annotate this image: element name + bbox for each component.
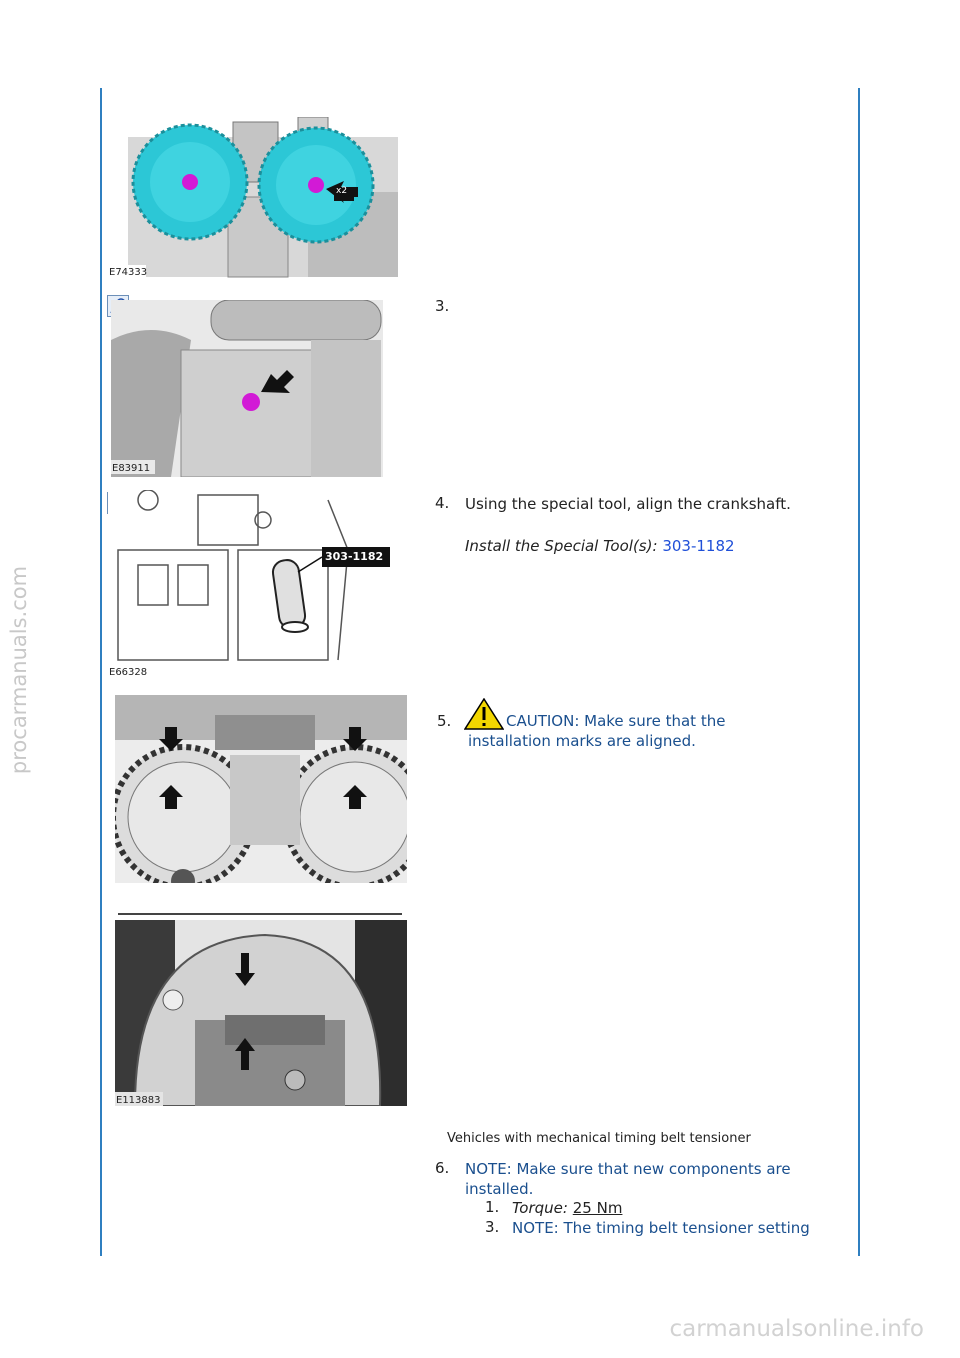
step-6-number: 6. xyxy=(435,1159,450,1177)
figure-timing-marks xyxy=(115,695,407,883)
figure-code: E74333 xyxy=(109,267,148,278)
install-tool-line xyxy=(465,536,735,556)
step-4-text: Using the special tool, align the crankshaft. xyxy=(465,495,791,513)
figure-code: E113883 xyxy=(116,1095,161,1106)
step-4-number: 4. xyxy=(435,494,450,512)
caution-line-1: CAUTION: Make sure that the xyxy=(506,712,726,730)
substep-3-note: NOTE: The timing belt tensioner setting xyxy=(512,1219,810,1237)
warning-icon xyxy=(464,698,504,734)
figure-code: E66328 xyxy=(109,667,148,678)
figure-code: E83911 xyxy=(112,463,151,474)
callout-label: x2 xyxy=(336,186,348,196)
torque-value: 25 Nm xyxy=(572,1199,623,1217)
side-watermark: procarmanuals.com xyxy=(7,565,31,775)
tool-callout-label: 303-1182 xyxy=(325,550,384,563)
figure-crankshaft-tool xyxy=(108,490,390,680)
figure-divider-line xyxy=(118,913,402,915)
step-3-number: 3. xyxy=(435,297,450,315)
caution-line-2: installation marks are aligned. xyxy=(468,732,696,750)
figure-camshaft-sprockets xyxy=(108,117,400,282)
substep-3-number: 3. xyxy=(485,1218,500,1236)
bottom-watermark: carmanualsonline.info xyxy=(669,1316,924,1342)
right-rule xyxy=(858,88,860,1256)
figure-engine-bolt xyxy=(111,300,383,477)
torque-label: Torque: xyxy=(512,1199,568,1217)
torque-line xyxy=(512,1198,622,1218)
left-rule xyxy=(100,88,102,1256)
substep-1-number: 1. xyxy=(485,1198,500,1216)
note-line-2: installed. xyxy=(465,1180,534,1198)
special-tool-link[interactable]: 303-1182 xyxy=(662,537,735,555)
install-label: Install the Special Tool(s): xyxy=(465,537,658,555)
section-heading: Vehicles with mechanical timing belt tensioner xyxy=(447,1131,751,1146)
step-5-number: 5. xyxy=(437,712,452,730)
figure-crank-sprocket xyxy=(115,920,407,1106)
note-line-1: NOTE: Make sure that new components are xyxy=(465,1160,791,1178)
